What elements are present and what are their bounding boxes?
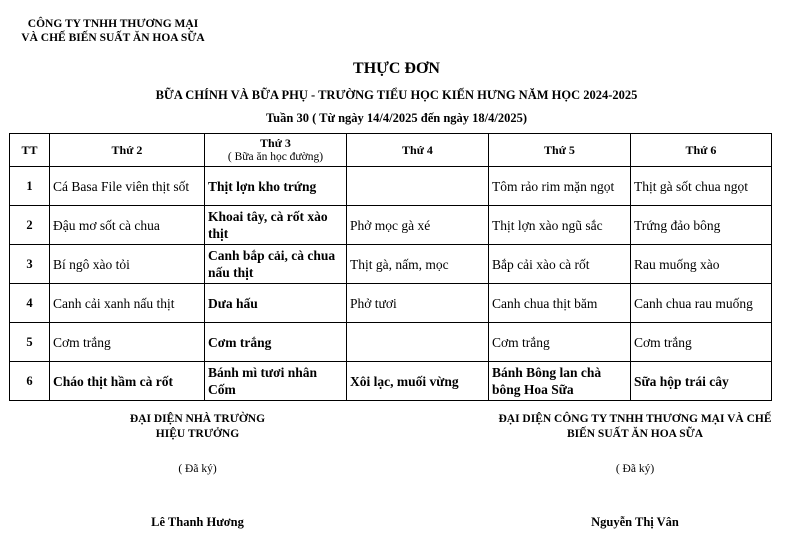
school-signer-name: Lê Thanh Hương (151, 515, 244, 529)
company-signed-note: ( Đã ký) (615, 463, 655, 475)
cell-friday: Trứng đảo bông (631, 206, 772, 245)
company-representative (485, 412, 785, 442)
cell-thursday: Thịt lợn xào ngũ sắc (489, 206, 631, 245)
cell-friday: Rau muống xào (631, 245, 772, 284)
header-wednesday: Thứ 4 (347, 134, 489, 167)
table-row (10, 323, 772, 362)
cell-tuesday: Bánh mì tươi nhân Cốm (205, 362, 347, 401)
cell-thursday: Bánh Bông lan chà bông Hoa Sữa (489, 362, 631, 401)
cell-tuesday: Khoai tây, cà rốt xào thịt (205, 206, 347, 245)
week-range: Tuần 30 ( Từ ngày 14/4/2025 đến ngày 18/4/2025) (265, 111, 528, 125)
cell-friday: Sữa hộp trái cây (631, 362, 772, 401)
company-representative-line1: ĐẠI DIỆN CÔNG TY TNHH THƯƠNG MẠI VÀ CHẾ (498, 413, 772, 425)
row-number: 6 (10, 362, 50, 401)
cell-thursday: Tôm rảo rim mặn ngọt (489, 167, 631, 206)
company-name (8, 17, 218, 45)
cell-thursday: Canh chua thịt băm (489, 284, 631, 323)
cell-wednesday (347, 323, 489, 362)
school-representative-line1: ĐẠI DIỆN NHÀ TRƯỜNG (129, 413, 266, 425)
menu-table (9, 133, 772, 401)
cell-friday: Canh chua rau muống (631, 284, 772, 323)
company-name-line1: CÔNG TY TNHH THƯƠNG MẠI (27, 18, 199, 30)
page-title: THỰC ĐƠN (353, 60, 440, 77)
table-row (10, 284, 772, 323)
company-signer-name: Nguyễn Thị Vân (591, 515, 679, 529)
cell-thursday: Cơm trắng (489, 323, 631, 362)
cell-monday: Cơm trắng (50, 323, 205, 362)
cell-tuesday: Thịt lợn kho trứng (205, 167, 347, 206)
table-row (10, 206, 772, 245)
header-monday: Thứ 2 (50, 134, 205, 167)
cell-monday: Canh cải xanh nấu thịt (50, 284, 205, 323)
header-tuesday-label: Thứ 3 (260, 136, 291, 150)
row-number: 2 (10, 206, 50, 245)
cell-monday: Cháo thịt hầm cà rốt (50, 362, 205, 401)
cell-monday: Bí ngô xào tỏi (50, 245, 205, 284)
cell-monday: Cá Basa File viên thịt sốt (50, 167, 205, 206)
table-row (10, 167, 772, 206)
cell-friday: Cơm trắng (631, 323, 772, 362)
school-representative (95, 412, 300, 442)
cell-tuesday: Canh bắp cải, cà chua nấu thịt (205, 245, 347, 284)
table-row (10, 245, 772, 284)
cell-tuesday: Cơm trắng (205, 323, 347, 362)
header-tt: TT (10, 134, 50, 167)
company-representative-line2: BIẾN SUẤT ĂN HOA SỮA (566, 428, 704, 440)
cell-tuesday: Dưa hấu (205, 284, 347, 323)
company-name-line2: VÀ CHẾ BIẾN SUẤT ĂN HOA SỮA (21, 32, 205, 44)
cell-wednesday (347, 167, 489, 206)
row-number: 1 (10, 167, 50, 206)
header-friday: Thứ 6 (631, 134, 772, 167)
cell-thursday: Bắp cải xào cà rốt (489, 245, 631, 284)
cell-wednesday: Phở mọc gà xé (347, 206, 489, 245)
cell-wednesday: Phở tươi (347, 284, 489, 323)
row-number: 3 (10, 245, 50, 284)
header-tuesday-note: ( Bữa ăn học đường) (227, 151, 324, 163)
row-number: 4 (10, 284, 50, 323)
row-number: 5 (10, 323, 50, 362)
header-tuesday (205, 134, 347, 167)
cell-wednesday: Xôi lạc, muối vừng (347, 362, 489, 401)
cell-monday: Đậu mơ sốt cà chua (50, 206, 205, 245)
table-row (10, 362, 772, 401)
page-subtitle: BỮA CHÍNH VÀ BỮA PHỤ - TRƯỜNG TIỂU HỌC KIẾN HƯNG NĂM HỌC 2024-2025 (155, 88, 638, 102)
table-header-row (10, 134, 772, 167)
cell-wednesday: Thịt gà, nấm, mọc (347, 245, 489, 284)
header-thursday: Thứ 5 (489, 134, 631, 167)
school-signed-note: ( Đã ký) (178, 463, 217, 475)
cell-friday: Thịt gà sốt chua ngọt (631, 167, 772, 206)
school-representative-line2: HIỆU TRƯỞNG (155, 428, 240, 440)
